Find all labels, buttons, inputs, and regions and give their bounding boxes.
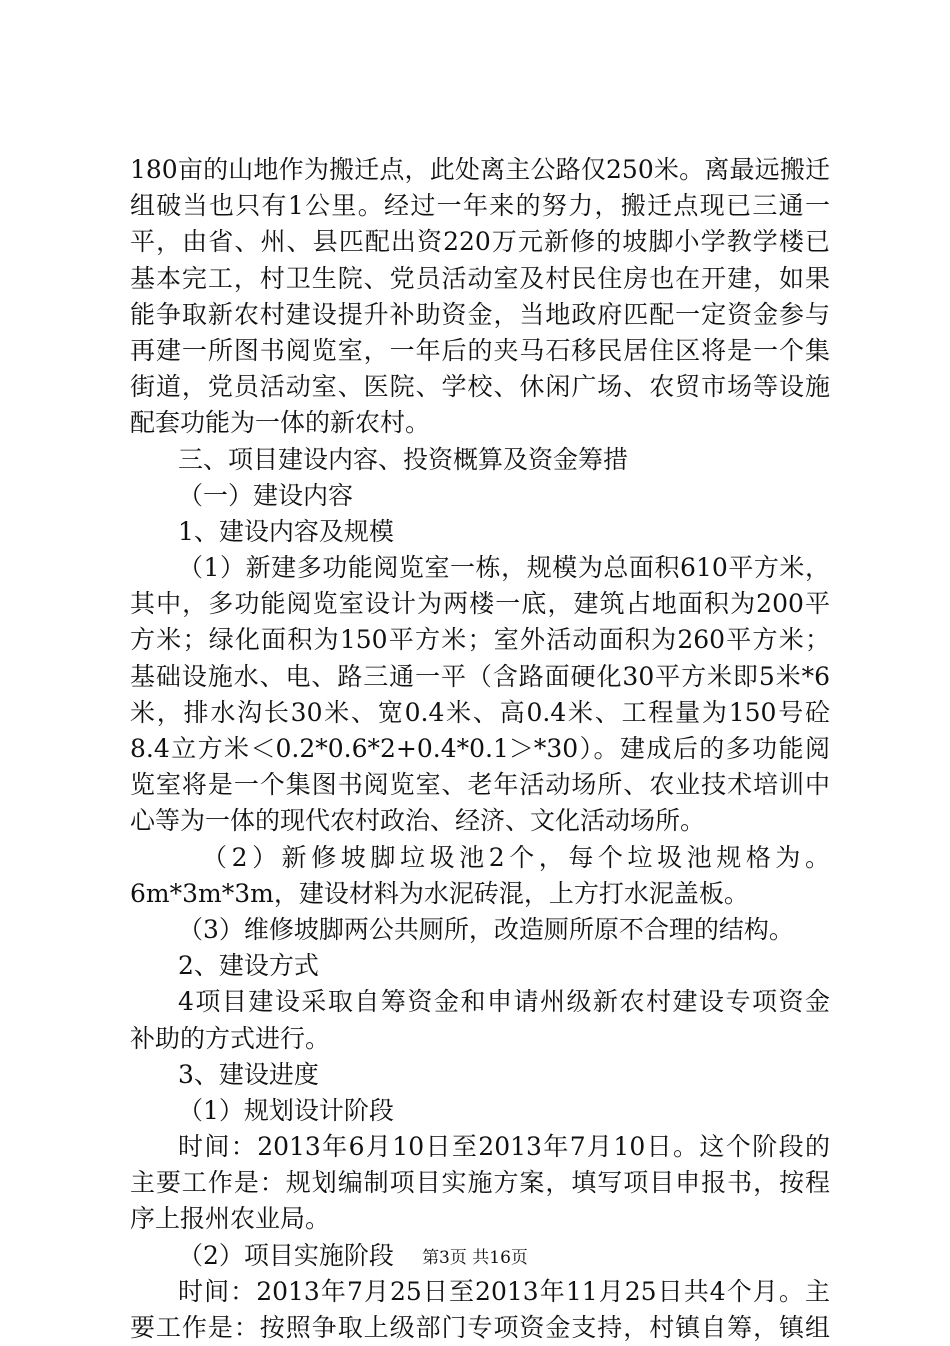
text-line: （1）规划设计阶段 — [178, 1095, 394, 1125]
text-line: （1）新建多功能阅览室一栋，规模为总面积610平方米， — [178, 553, 830, 583]
text-line: 6m*3m*3m，建设材料为水泥砖混，上方打水泥盖板。 — [130, 878, 749, 908]
text-line: 时间：2013年7月25日至2013年11月25日共4个月。主 — [178, 1276, 830, 1306]
text-line: 180亩的山地作为搬迁点，此处离主公路仅250米。离最远搬迁 — [130, 155, 830, 184]
text-line: 米，排水沟长30米、宽0.4米、高0.4米、工程量为150号砼 — [130, 697, 830, 727]
text-line: 2、建设方式 — [178, 951, 319, 981]
text-line: 4项目建设采取自筹资金和申请州级新农村建设专项资金 — [178, 987, 830, 1017]
text-line: 8.4立方米＜0.2*0.6*2+0.4*0.1＞*30）。建成后的多功能阅 — [130, 734, 830, 763]
text-line: （2）项目实施阶段 — [178, 1240, 394, 1270]
text-line: 街道，党员活动室、医院、学校、休闲广场、农贸市场等设施 — [130, 372, 830, 402]
text-line: 心等为一体的现代农村政治、经济、文化活动场所。 — [130, 806, 706, 836]
page-footer: 第3页 共16页 — [422, 1248, 528, 1268]
text-line: （2）新修坡脚垃圾池2个，每个垃圾池规格为。 — [202, 842, 830, 872]
text-line: 主要工作是：规划编制项目实施方案，填写项目申报书，按程 — [130, 1168, 830, 1198]
text-line: 平，由省、州、县匹配出资220万元新修的坡脚小学教学楼已 — [130, 227, 830, 257]
text-line: 其中，多功能阅览室设计为两楼一底，建筑占地面积为200平 — [130, 589, 830, 619]
text-line: 再建一所图书阅览室，一年后的夹马石移民居住区将是一个集 — [130, 335, 830, 365]
text-line: 要工作是：按照争取上级部门专项资金支持，村镇自筹，镇组 — [130, 1313, 830, 1342]
text-line: 配套功能为一体的新农村。 — [130, 408, 431, 438]
text-line: 补助的方式进行。 — [130, 1023, 331, 1053]
text-line: 览室将是一个集图书阅览室、老年活动场所、农业技术培训中 — [130, 770, 830, 800]
text-line: （3）维修坡脚两公共厕所，改造厕所原不合理的结构。 — [178, 914, 794, 944]
text-line: 三、项目建设内容、投资概算及资金筹措 — [178, 444, 629, 474]
text-line: （一）建设内容 — [178, 480, 354, 510]
text-line: 能争取新农村建设提升补助资金，当地政府匹配一定资金参与 — [130, 299, 830, 329]
text-line: 1、建设内容及规模 — [178, 516, 394, 546]
text-line: 基础设施水、电、路三通一平（含路面硬化30平方米即5米*6 — [130, 661, 830, 691]
text-line: 时间：2013年6月10日至2013年7月10日。这个阶段的 — [178, 1132, 830, 1162]
text-line: 3、建设进度 — [178, 1059, 319, 1089]
text-line: 方米；绿化面积为150平方米；室外活动面积为260平方米； — [130, 625, 830, 655]
text-line: 序上报州农业局。 — [130, 1204, 331, 1234]
document-body — [130, 152, 830, 1346]
text-line: 基本完工，村卫生院、党员活动室及村民住房也在开建，如果 — [130, 263, 830, 293]
text-line: 组破当也只有1公里。经过一年来的努力，搬迁点现已三通一 — [130, 191, 830, 221]
